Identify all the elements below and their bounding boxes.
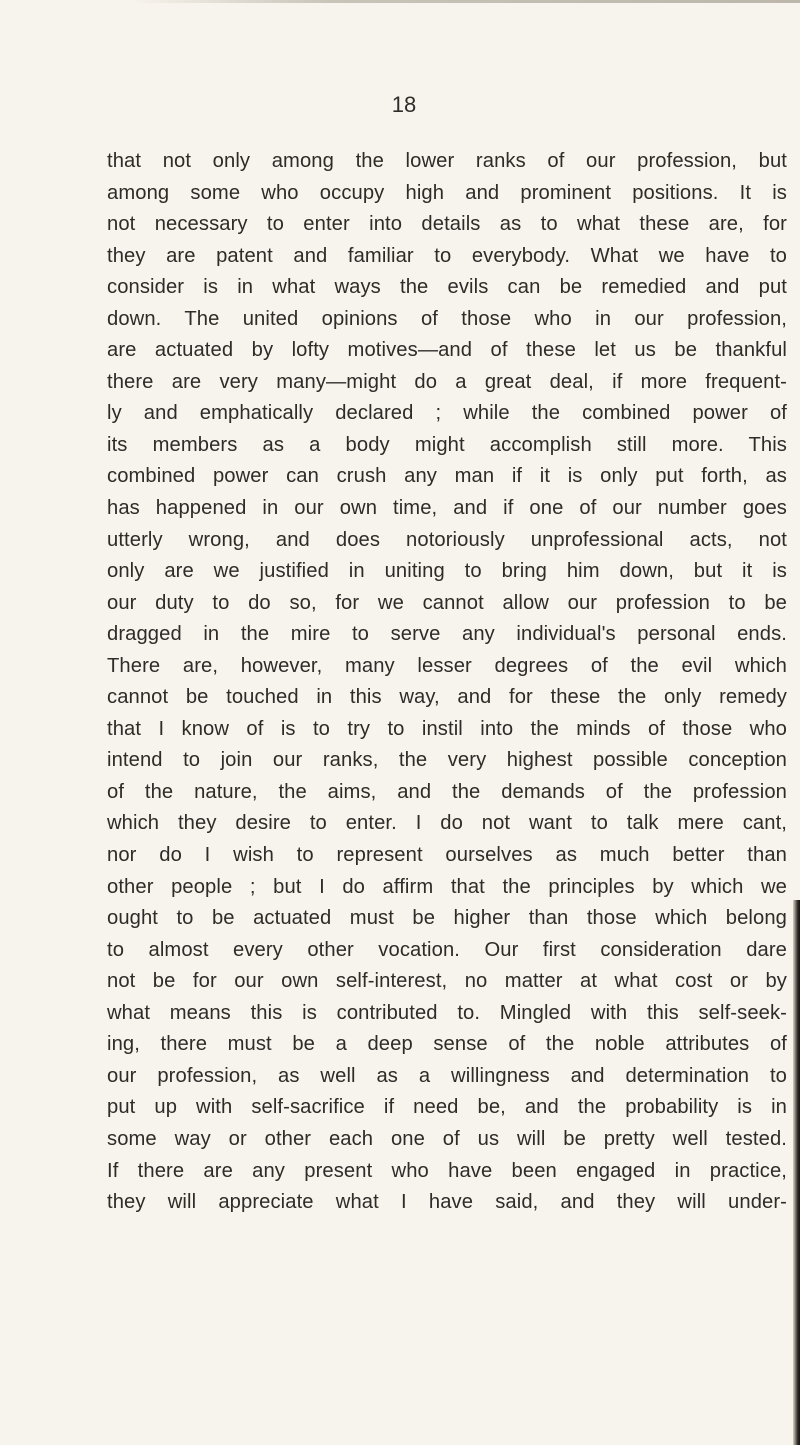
text-line: not necessary to enter into details as to what these are, for xyxy=(107,213,787,236)
text-line: utterly wrong, and does notoriously unprofessional acts, not xyxy=(107,528,787,551)
page-binding-shadow xyxy=(793,900,800,1445)
text-line: dragged in the mire to serve any individual's personal ends. xyxy=(107,623,787,646)
text-line: put up with self-sacrifice if need be, and the probability is in xyxy=(107,1096,787,1119)
text-line: they will appreciate what I have said, and they will under- xyxy=(107,1191,787,1214)
text-line: down. The united opinions of those who in our profession, xyxy=(107,307,787,330)
text-line: other people ; but I do affirm that the principles by which we xyxy=(107,875,787,898)
page-number: 18 xyxy=(391,92,417,117)
text-line: There are, however, many lesser degrees of the evil which xyxy=(107,654,787,677)
text-line: consider is in what ways the evils can be remedied and put xyxy=(107,276,787,299)
text-line: there are very many—might do a great deal, if more frequent- xyxy=(107,370,787,393)
text-line: combined power can crush any man if it is only put forth, as xyxy=(107,465,787,488)
page-top-edge xyxy=(130,0,800,3)
text-line: ing, there must be a deep sense of the noble attributes of xyxy=(107,1033,787,1056)
text-line: only are we justified in uniting to bring him down, but it is xyxy=(107,560,787,583)
text-line: our duty to do so, for we cannot allow our profession to be xyxy=(107,591,787,614)
text-line: has happened in our own time, and if one of our number goes xyxy=(107,497,787,520)
body-text xyxy=(107,146,787,1219)
text-line: intend to join our ranks, the very highest possible conception xyxy=(107,749,787,772)
text-line: to almost every other vocation. Our first consideration dare xyxy=(107,938,787,961)
text-line: that I know of is to try to instil into the minds of those who xyxy=(107,717,787,740)
text-line: they are patent and familiar to everybody. What we have to xyxy=(107,244,787,267)
text-line: not be for our own self-interest, no matter at what cost or by xyxy=(107,970,787,993)
text-line: our profession, as well as a willingness and determination to xyxy=(107,1064,787,1087)
text-line: that not only among the lower ranks of our profession, but xyxy=(107,150,787,172)
text-line: among some who occupy high and prominent positions. It is xyxy=(107,181,787,204)
text-line: If there are any present who have been engaged in practice, xyxy=(107,1159,787,1182)
text-line: cannot be touched in this way, and for these the only remedy xyxy=(107,686,787,709)
text-line: ought to be actuated must be higher than those which belong xyxy=(107,907,787,930)
text-line: some way or other each one of us will be pretty well tested. xyxy=(107,1127,787,1150)
text-line: ly and emphatically declared ; while the combined power of xyxy=(107,402,787,425)
text-line: of the nature, the aims, and the demands of the profession xyxy=(107,780,787,803)
text-line: nor do I wish to represent ourselves as much better than xyxy=(107,844,787,867)
text-line: are actuated by lofty motives—and of these let us be thankful xyxy=(107,339,787,362)
text-line: what means this is contributed to. Mingled with this self-seek- xyxy=(107,1001,787,1024)
text-line: which they desire to enter. I do not want to talk mere cant, xyxy=(107,812,787,835)
text-line: its members as a body might accomplish still more. This xyxy=(107,433,787,456)
